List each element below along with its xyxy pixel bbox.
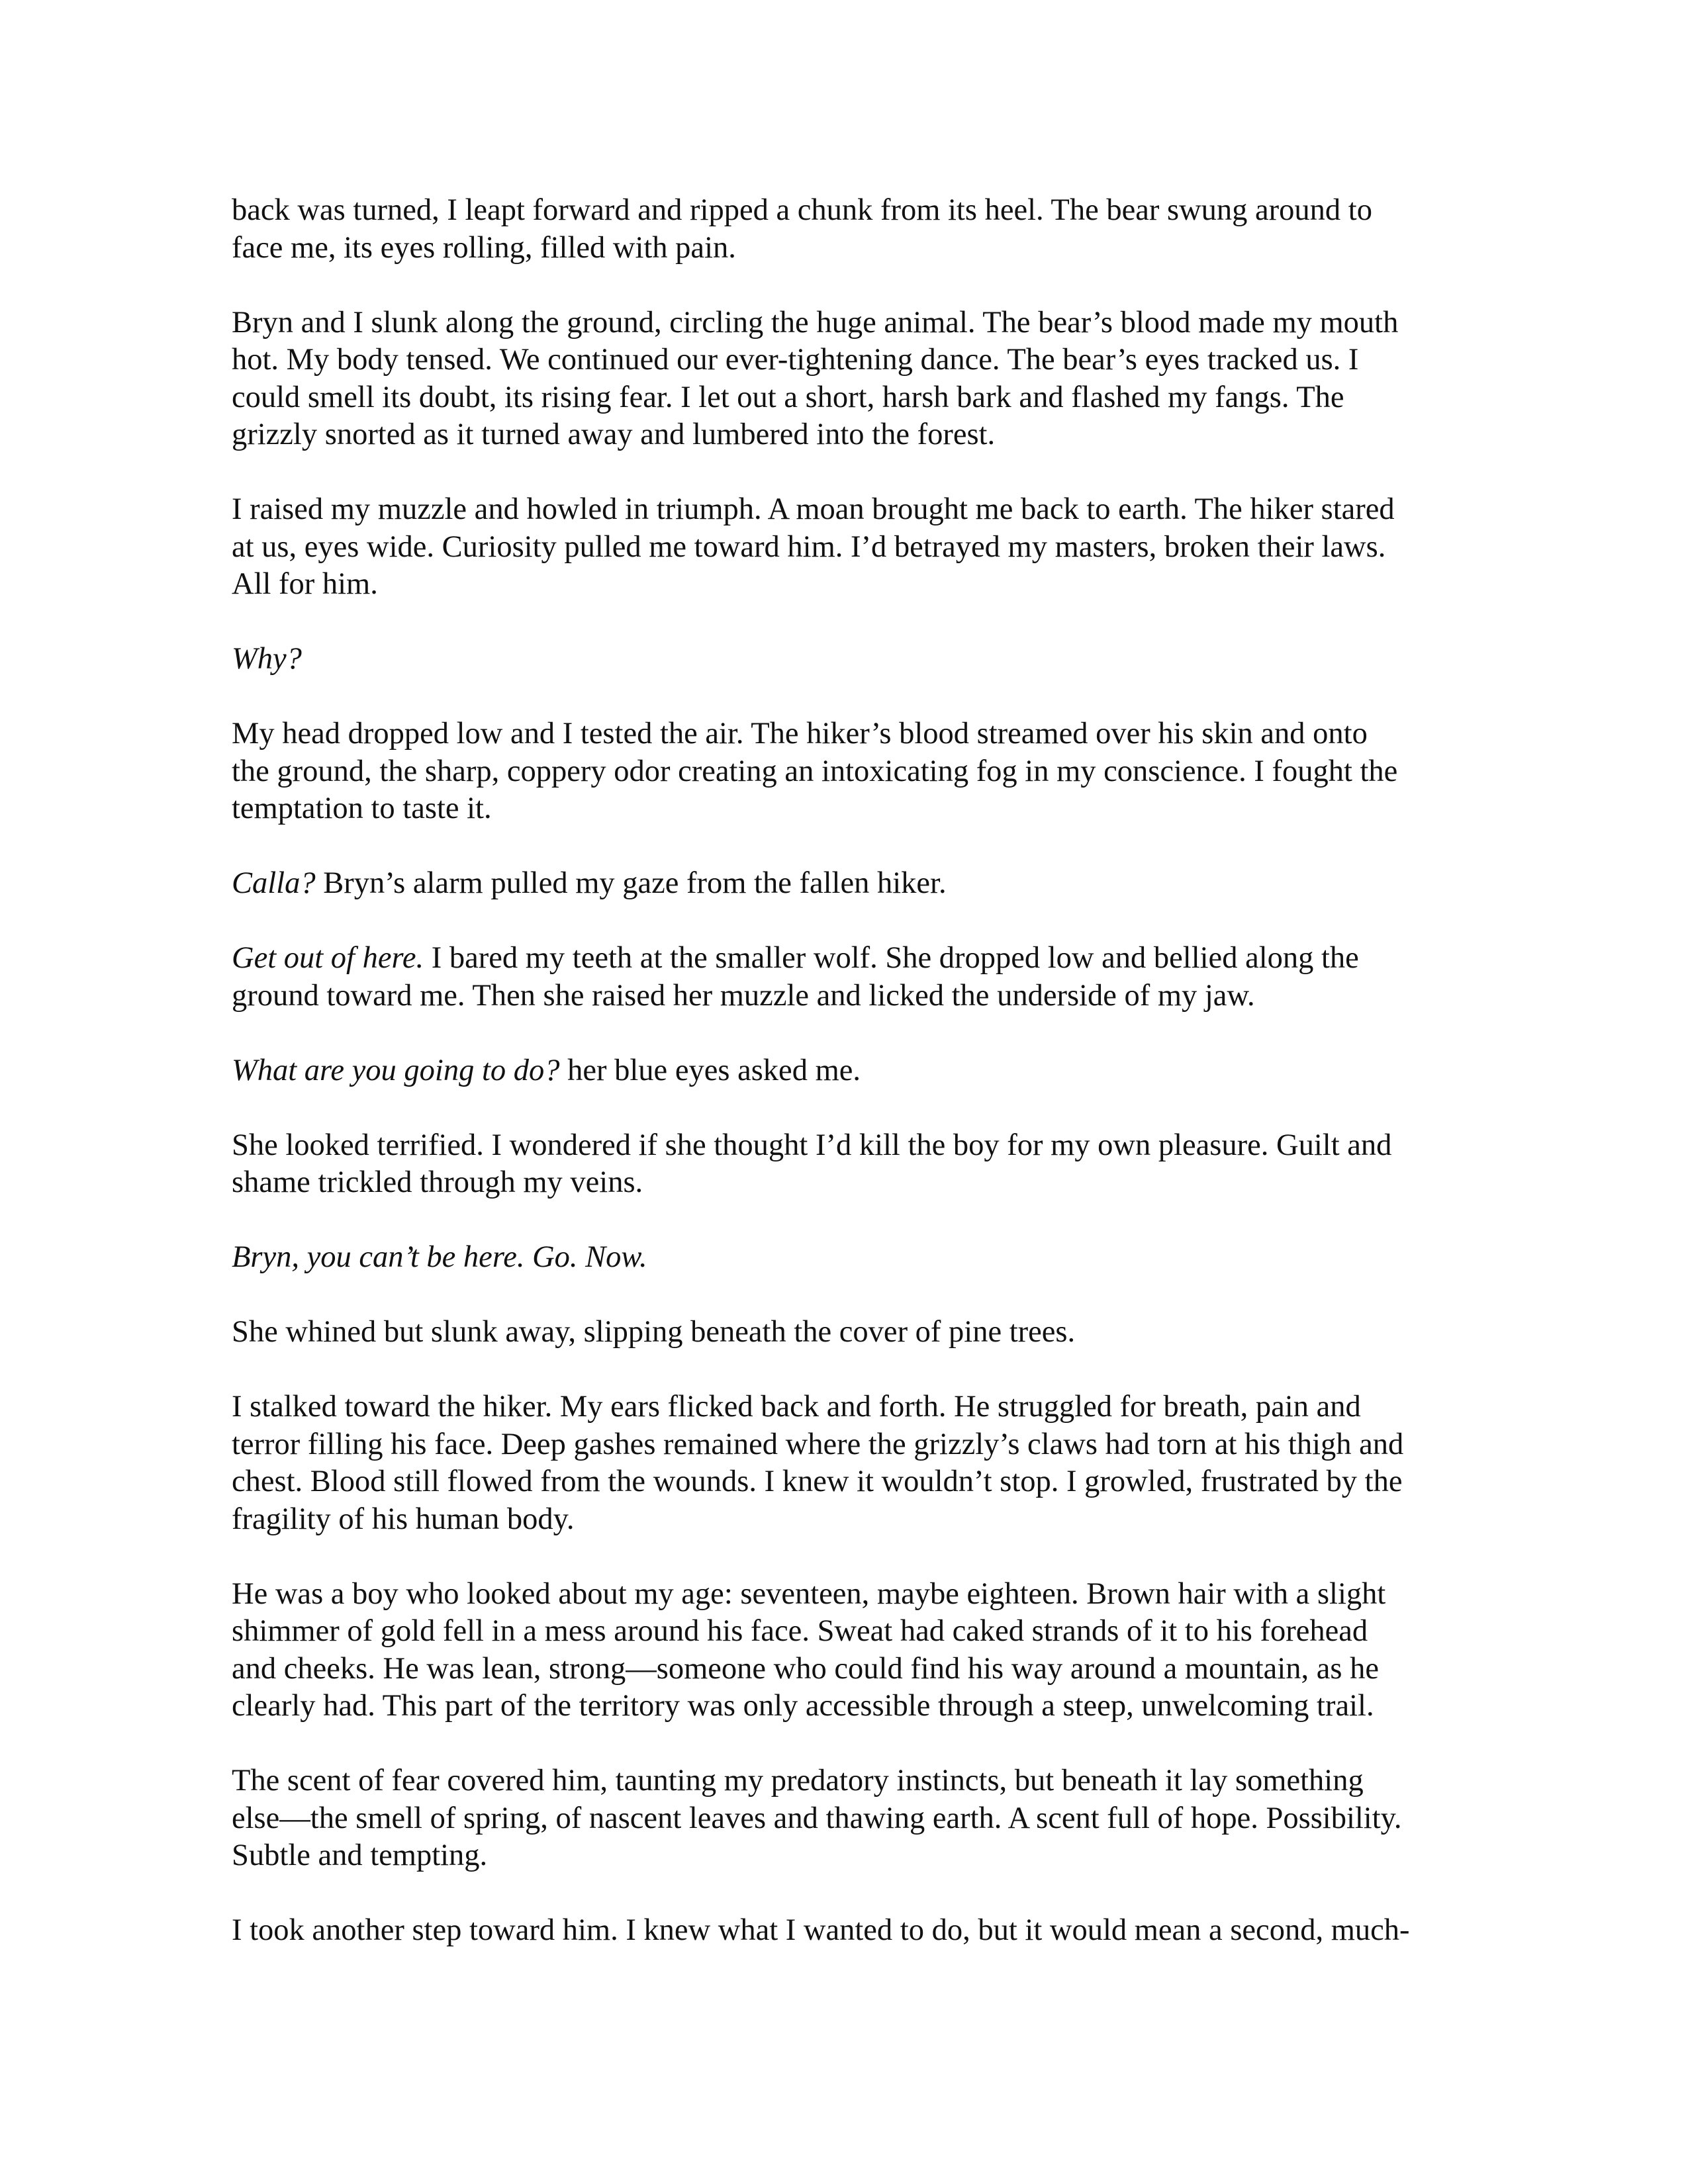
paragraph-6	[232, 865, 1489, 903]
text-line: She looked terrified. I wondered if she thought I’d kill the boy for my own pleasure. Guilt and	[232, 1128, 1392, 1162]
text-line: chest. Blood still flowed from the wounds. I knew it wouldn’t stop. I growled, frustrated by the	[232, 1465, 1403, 1498]
text-line: I stalked toward the hiker. My ears flicked back and forth. He struggled for breath, pain and	[232, 1390, 1361, 1424]
paragraph-14	[232, 1762, 1489, 1875]
text-line: The scent of fear covered him, taunting my predatory instincts, but beneath it lay something	[232, 1764, 1364, 1797]
paragraph-5	[232, 715, 1489, 828]
italic-thought: Bryn, you can’t be here. Go. Now.	[232, 1240, 647, 1274]
text-line: My head dropped low and I tested the air. The hiker’s blood streamed over his skin and onto	[232, 717, 1368, 751]
text-line: Bryn and I slunk along the ground, circling the huge animal. The bear’s blood made my mouth	[232, 305, 1399, 340]
text-run: I bared my teeth at the smaller wolf. She dropped low and bellied along the	[424, 941, 1359, 975]
text-run: her blue eyes asked me.	[559, 1053, 861, 1087]
text-line: shame trickled through my veins.	[232, 1165, 643, 1199]
paragraph-8	[232, 1052, 1489, 1090]
paragraph-2	[232, 304, 1489, 454]
text-line: at us, eyes wide. Curiosity pulled me toward him. I’d betrayed my masters, broken their laws.	[232, 529, 1386, 564]
text-line: ground toward me. Then she raised her muzzle and licked the underside of my jaw.	[232, 978, 1255, 1013]
text-line: temptation to taste it.	[232, 792, 492, 825]
text-line: He was a boy who looked about my age: seventeen, maybe eighteen. Brown hair with a slight	[232, 1576, 1386, 1611]
text-line	[232, 865, 1489, 903]
text-line	[232, 1239, 1489, 1277]
text-line: hot. My body tensed. We continued our ever-tightening dance. The bear’s eyes tracked us. I	[232, 343, 1359, 377]
text-line: All for him.	[232, 567, 378, 601]
text-line: could smell its doubt, its rising fear. I let out a short, harsh bark and flashed my fangs. The	[232, 380, 1344, 414]
paragraph-15	[232, 1912, 1489, 1950]
paragraph-11	[232, 1314, 1489, 1351]
paragraph-12	[232, 1388, 1489, 1538]
text-line	[232, 940, 1489, 978]
text-line	[232, 641, 1489, 678]
text-line: shimmer of gold fell in a mess around his face. Sweat had caked strands of it to his forehead	[232, 1614, 1368, 1648]
paragraph-1	[232, 192, 1489, 267]
paragraph-13	[232, 1576, 1489, 1725]
text-line: grizzly snorted as it turned away and lumbered into the forest.	[232, 418, 996, 451]
text-line: face me, its eyes rolling, filled with pain.	[232, 230, 736, 265]
text-line: back was turned, I leapt forward and ripped a chunk from its heel. The bear swung around to	[232, 193, 1372, 227]
text-line: and cheeks. He was lean, strong—someone who could find his way around a mountain, as he	[232, 1651, 1379, 1686]
text-line: I raised my muzzle and howled in triumph. A moan brought me back to earth. The hiker stared	[232, 492, 1395, 526]
italic-thought: Calla?	[232, 866, 316, 900]
italic-thought: Get out of here.	[232, 941, 424, 975]
paragraph-10	[232, 1239, 1489, 1277]
text-line: I took another step toward him. I knew what I wanted to do, but it would mean a second, much-	[232, 1913, 1410, 1947]
paragraph-7	[232, 940, 1489, 1015]
paragraph-4	[232, 641, 1489, 678]
document-page	[232, 192, 1489, 1950]
paragraph-3	[232, 491, 1489, 604]
text-line: terror filling his face. Deep gashes remained where the grizzly’s claws had torn at his thigh and	[232, 1427, 1404, 1461]
text-line: else—the smell of spring, of nascent leaves and thawing earth. A scent full of hope. Possibility.	[232, 1801, 1402, 1835]
text-line: fragility of his human body.	[232, 1502, 575, 1536]
text-line: Subtle and tempting.	[232, 1839, 488, 1872]
text-line: She whined but slunk away, slipping beneath the cover of pine trees.	[232, 1315, 1076, 1349]
text-line	[232, 1052, 1489, 1090]
italic-thought: Why?	[232, 642, 302, 676]
paragraph-9	[232, 1127, 1489, 1202]
italic-thought: What are you going to do?	[232, 1053, 560, 1087]
text-line: clearly had. This part of the territory was only accessible through a steep, unwelcoming trail.	[232, 1689, 1374, 1723]
text-run: Bryn’s alarm pulled my gaze from the fallen hiker.	[315, 866, 947, 900]
text-line: the ground, the sharp, coppery odor creating an intoxicating fog in my conscience. I fought the	[232, 754, 1398, 788]
